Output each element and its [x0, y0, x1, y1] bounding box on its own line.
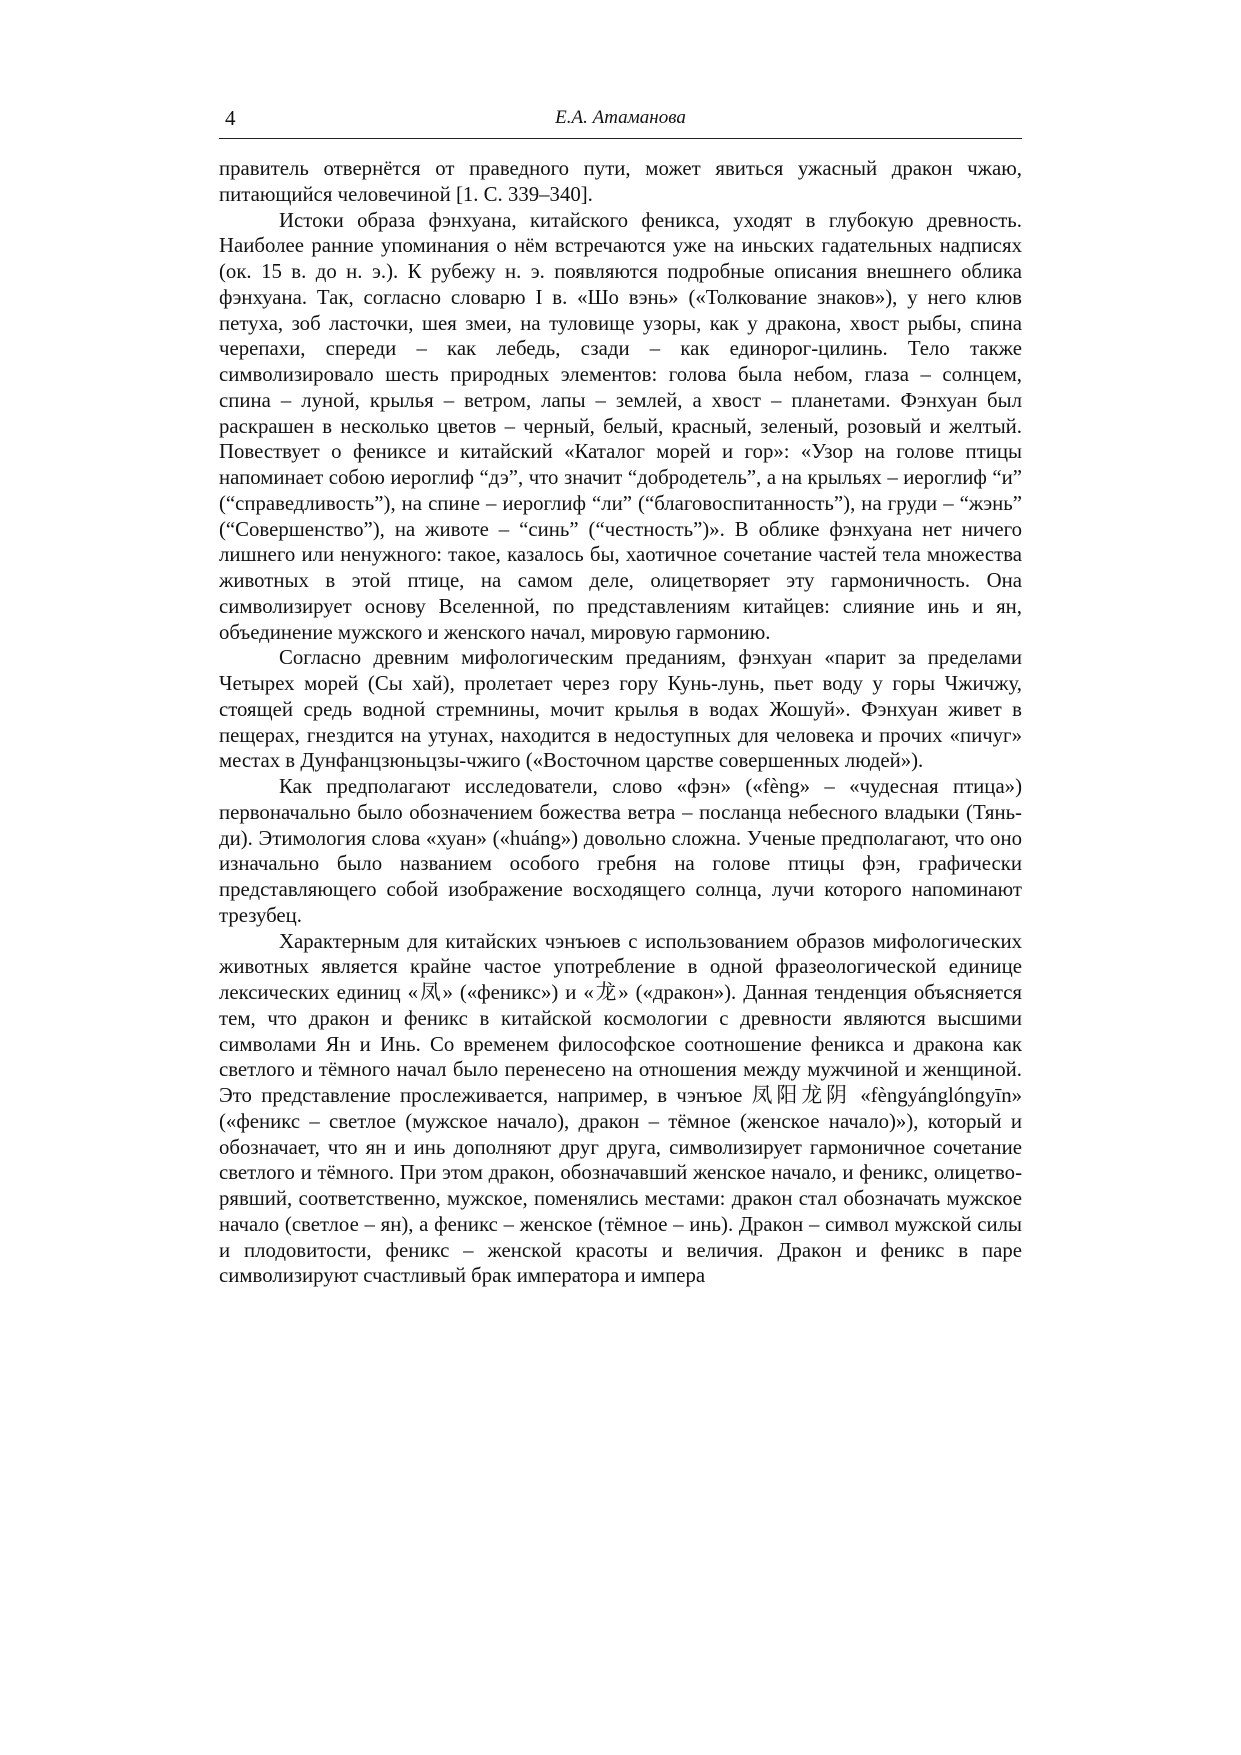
body-text	[219, 156, 1022, 1289]
page-number: 4	[225, 106, 236, 130]
paragraph-chengyu-dragon-phoenix: Характерным для китайских чэнъюев с использованием образов мифологических животных является крайне частое употребление в одной фразеологической единице лексических единиц «凤» («феникс») и «龙» («дракон»). Данная тенденция объясняется тем, что дракон и феникс в китайской космологии с древности являются высшими символами Ян и Инь. Со временем философское соотношение феникса и дракона как светлого и тёмного начал было перенесено на отношения между мужчиной и женщиной. Это представление прослеживается, например, в чэнъюе 凤阳龙阴 «fèngyánglóngyīn» («феникс – светлое (мужское начало), дракон – тёмное (женское начало)»), который и обозначает, что ян и инь дополняют друг друга, символизирует гармоничное сочетание светлого и тёмного. При этом дракон, обозначавший женское начало, и феникс, олицетворявший, соответственно, мужское, поменялись местами: дракон стал обозначать мужское начало (светлое – ян), а феникс – женское (тёмное – инь). Дракон – символ мужской силы и плодовитости, феникс – женской красоты и величия. Дракон и феникс в паре символизируют счастливый брак императора и импера	[219, 929, 1022, 1288]
paragraph-etymology: Как предполагают исследователи, слово «фэн» («fèng» – «чудесная птица») первоначально было обозначением божества ветра – посланца небесного владыки (Тянь-ди). Этимология слова «хуан» («huáng») довольно сложна. Ученые предполагают, что оно изначально было названием особого гребня на голове птицы фэн, графически представляющего собой изображение восходящего солнца, лучи которого напоминают трезубец.	[219, 775, 1022, 927]
paragraph-continuation: правитель отвернётся от праведного пути, может явиться ужасный дракон чжаю, питающийся человечиной [1. С. 339–340].	[219, 157, 1022, 206]
paragraph-fenghuang-origins: Истоки образа фэнхуана, китайского феникса, уходят в глубокую древность. Наиболее ранние упоминания о нём встречаются уже на иньских гадательных надписях (ок. 15 в. до н. э.). К рубежу н. э. появляются подробные описания внешнего облика фэнхуана. Так, согласно словарю I в. «Шо вэнь» («Толкование знаков»), у него клюв петуха, зоб ласточки, шея змеи, на туловище узоры, как у дракона, хвост рыбы, спина черепахи, спереди – как лебедь, сзади – как единорог-цилинь. Тело также символизировало шесть природных элементов: голова была небом, глаза – солнцем, спина – луной, крылья – ветром, лапы – землей, а хвост – планетами. Фэнхуан был раскрашен в несколько цветов – черный, белый, красный, зеленый, розовый и желтый. Повествует о фениксе и китайский «Каталог морей и гор»: «Узор на голове птицы напоминает собою иероглиф “дэ”, что значит “добродетель”, а на крыльях – иероглиф “и” (“справедливость”), на спине – иероглиф “ли” (“благовоспитанность”), на груди – “жэнь” (“Совершенство”), на животе – “синь” (“честность”)». В облике фэнхуана нет ничего лишнего или ненужного: такое, казалось бы, хаотичное сочетание частей тела множества животных в этой птице, на самом деле, олицетворяет эту гармоничность. Она символизирует основу Вселенной, по представлениям китайцев: слияние инь и ян, объединение мужского и женского начал, мировую гармонию.	[219, 208, 1022, 644]
page-header	[219, 104, 1022, 139]
paragraph-mythological-legends: Согласно древним мифологическим преданиям, фэнхуан «парит за пределами Четырех морей (Сы хай), пролетает через гору Кунь-лунь, пьет воду у горы Чжичжу, стоящей средь водной стремнины, мочит крылья в водах Жошуй». Фэнхуан живет в пещерах, гнездится на утунах, находится в недоступных для человека и прочих «пичуг» местах в Дунфанцзюньцзы-чжиго («Восточном царстве совершенных людей»).	[219, 646, 1022, 773]
running-head-author: Е.А. Атаманова	[555, 107, 686, 128]
